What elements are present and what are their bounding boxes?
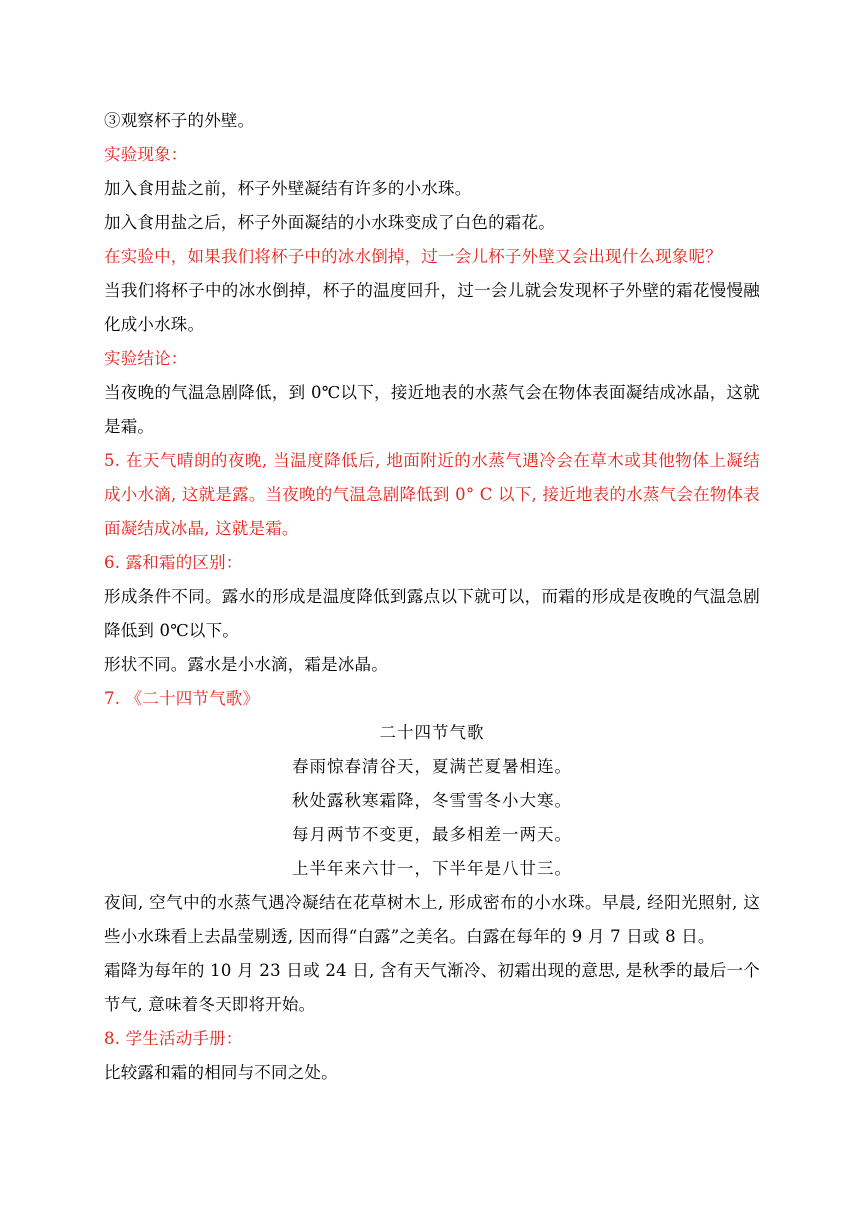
point-6-heading: 6. 露和霜的区别： [104, 553, 243, 572]
phenomenon-after-salt: 加入食用盐之后，杯子外面凝结的小水珠变成了白色的霜花。 [104, 213, 555, 232]
poem-line: 每月两节不变更，最多相差一两天。 [292, 825, 572, 844]
poem-title: 二十四节气歌 [379, 723, 485, 742]
poem-line: 秋处露秋寒霜降，冬雪雪冬小大寒。 [292, 791, 572, 810]
point-5-text: 5. 在天气晴朗的夜晚, 当温度降低后, 地面附近的水蒸气遇冷会在草木或其他物体上凝结成小水滴, 这就是露。当夜晚的气温急剧降低到 0° C 以下, 接近地表的水蒸气会在物体表面凝结成冰晶, 这就是霜。 [104, 451, 760, 538]
conclusion-heading: 实验结论： [104, 349, 188, 368]
phenomenon-heading: 实验现象： [104, 145, 188, 164]
point-8-task: 比较露和霜的相同与不同之处。 [104, 1063, 338, 1082]
point-6-shape: 形状不同。露水是小水滴，霜是冰晶。 [104, 655, 388, 674]
step-3-text: ③观察杯子的外壁。 [104, 111, 255, 130]
shuangjiang-paragraph: 霜降为每年的 10 月 23 日或 24 日, 含有天气渐冷、初霜出现的意思, 是秋季的最后一个节气, 意味着冬天即将开始。 [104, 961, 760, 1014]
bailu-paragraph: 夜间, 空气中的水蒸气遇冷凝结在花草树木上, 形成密布的小水珠。早晨, 经阳光照射, 这些小水珠看上去晶莹剔透, 因而得“白露”之美名。白露在每年的 9 月 7 日或 8 日。 [104, 893, 760, 946]
document-page [104, 104, 760, 1090]
poem-line: 春雨惊春清谷天，夏满芒夏暑相连。 [292, 757, 572, 776]
conclusion-text: 当夜晚的气温急剧降低，到 0℃以下，接近地表的水蒸气会在物体表面凝结成冰晶，这就是霜。 [104, 383, 760, 436]
phenomenon-before-salt: 加入食用盐之前，杯子外壁凝结有许多的小水珠。 [104, 179, 472, 198]
point-8-heading: 8. 学生活动手册： [104, 1029, 243, 1048]
poem-block [104, 716, 760, 886]
answer-text: 当我们将杯子中的冰水倒掉，杯子的温度回升，过一会儿就会发现杯子外壁的霜花慢慢融化成小水珠。 [104, 281, 760, 334]
question-text: 在实验中，如果我们将杯子中的冰水倒掉，过一会儿杯子外壁又会出现什么现象呢？ [104, 247, 722, 266]
poem-line: 上半年来六廿一，下半年是八廿三。 [292, 859, 572, 878]
point-7-heading: 7. 《二十四节气歌》 [104, 689, 260, 708]
point-6-formation-condition: 形成条件不同。露水的形成是温度降低到露点以下就可以，而霜的形成是夜晚的气温急剧降低到 0℃以下。 [104, 587, 760, 640]
